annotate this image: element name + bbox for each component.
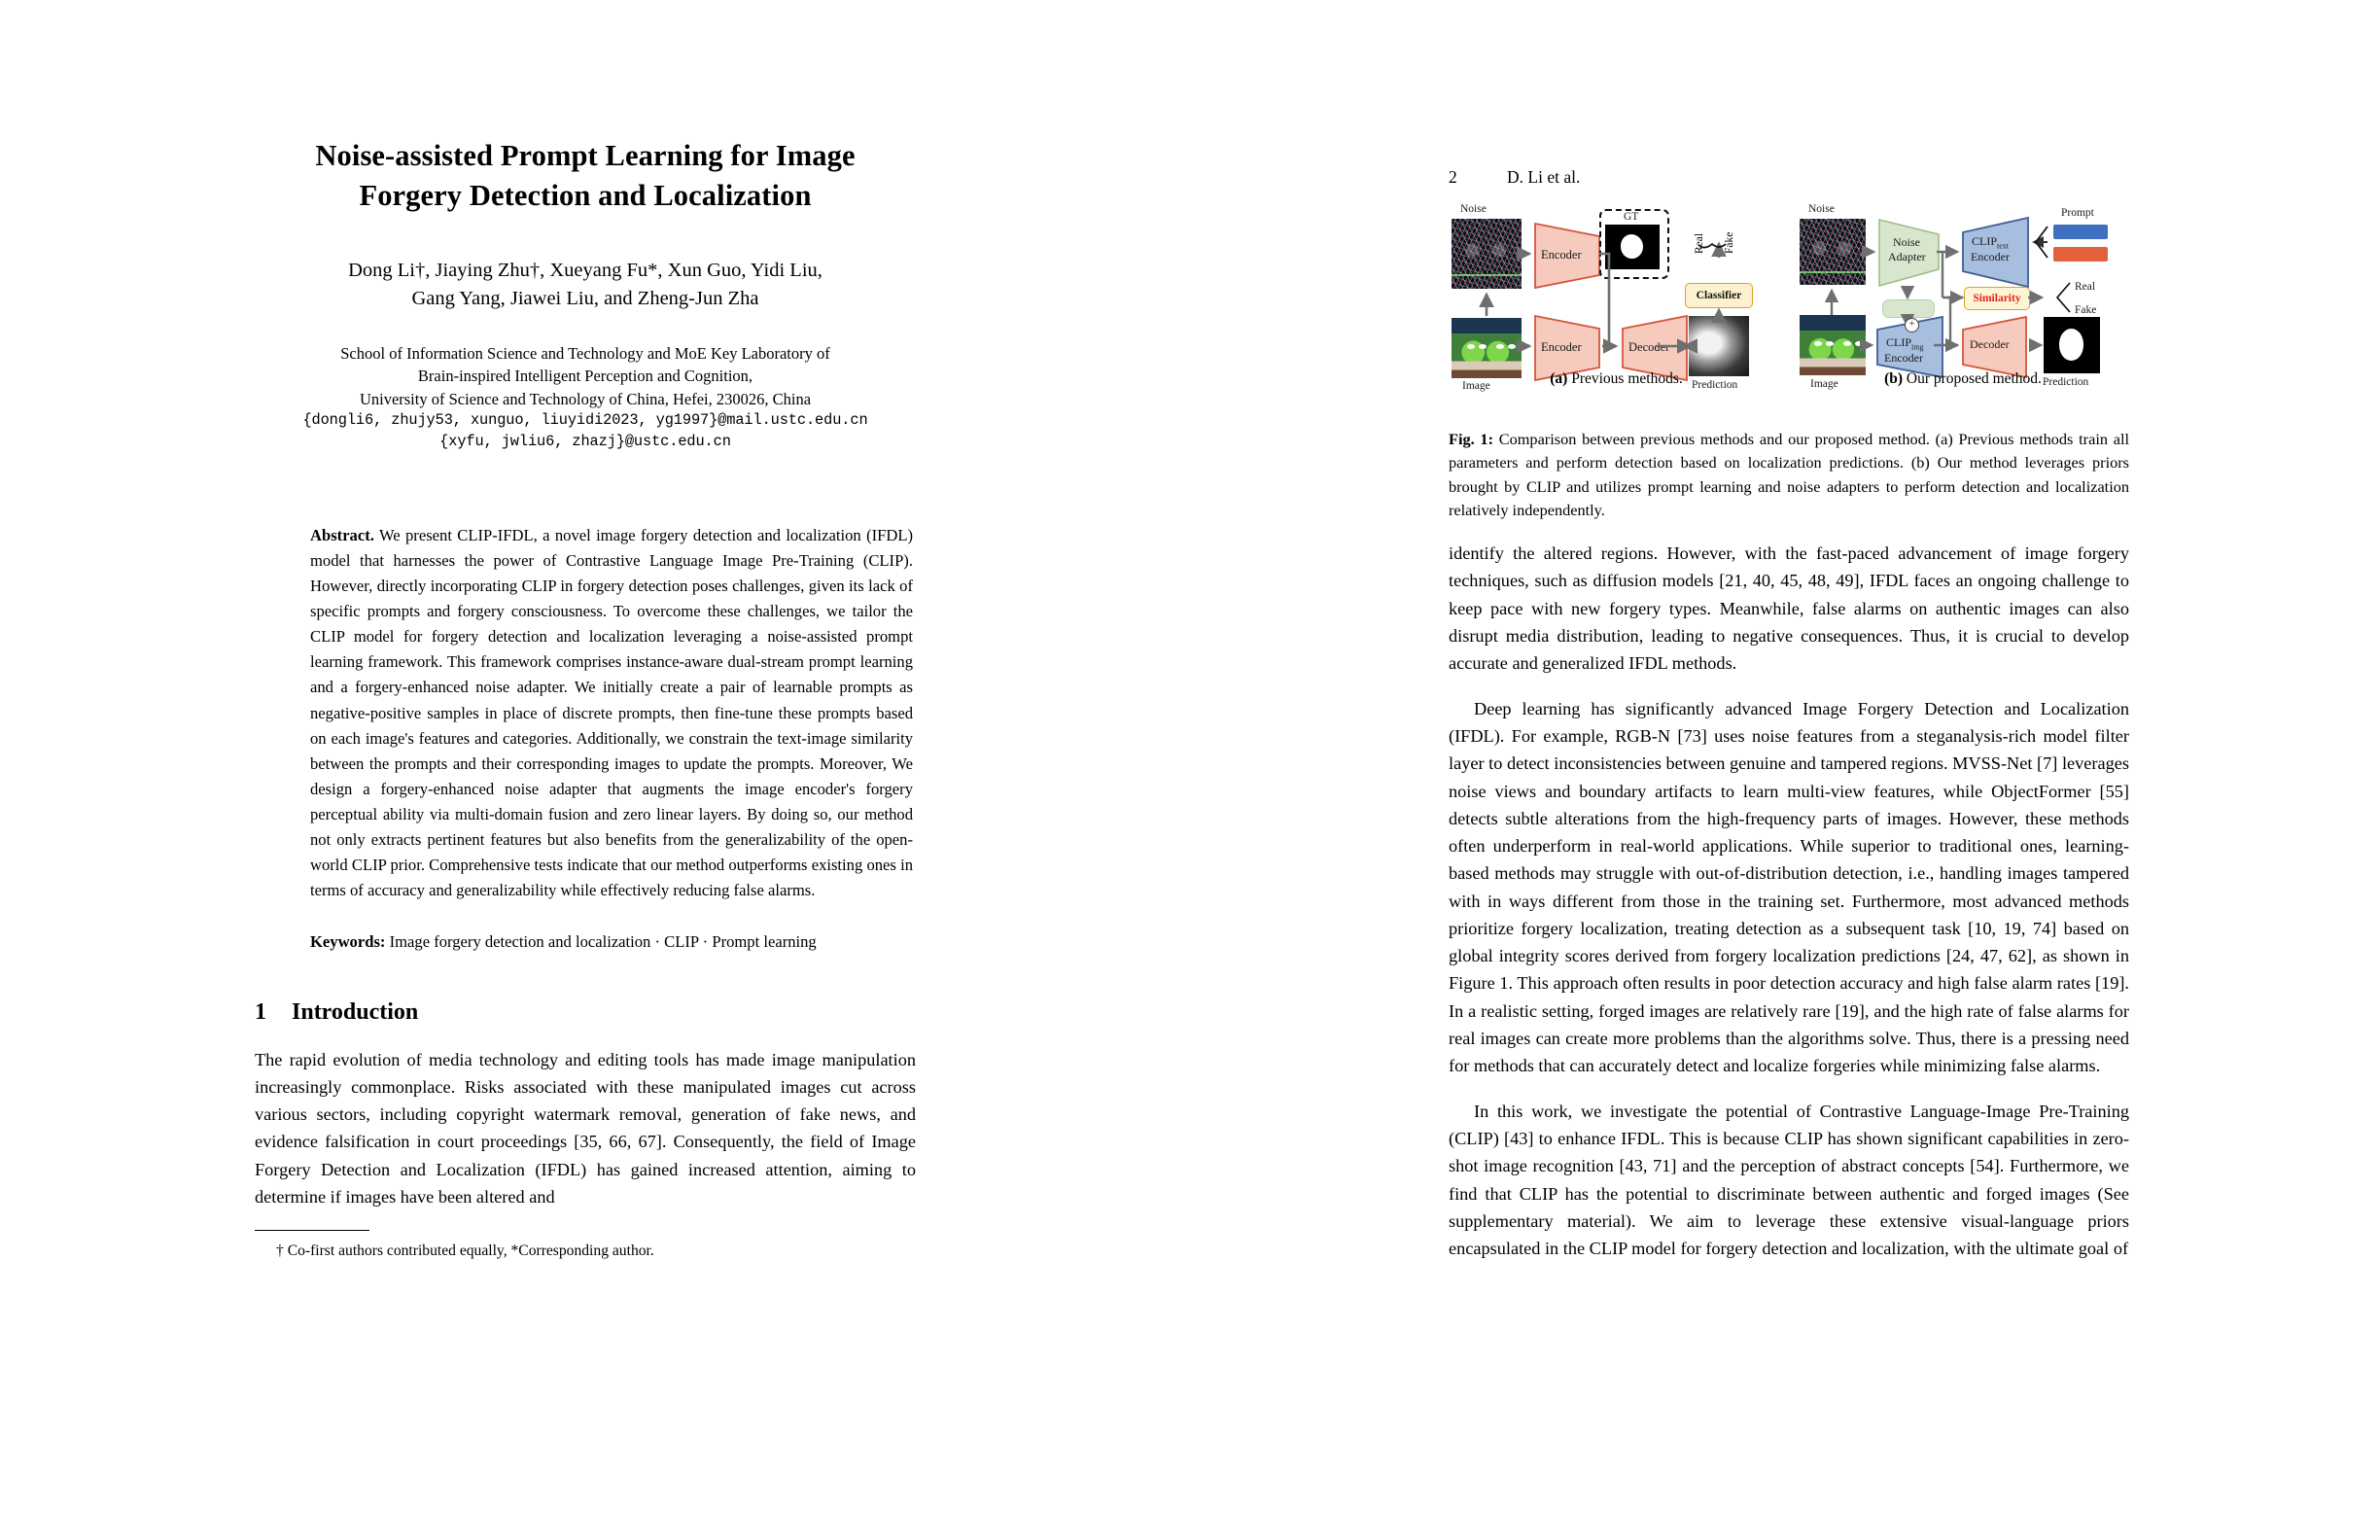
fake-label-a: Fake — [1724, 231, 1735, 254]
real-fake-brace-b — [2057, 283, 2070, 312]
clip-img-text: CLIP — [1886, 335, 1912, 349]
similarity-node: Similarity — [1964, 287, 2030, 310]
running-head — [1449, 167, 2129, 188]
abstract-block — [310, 523, 913, 904]
clip-text-text: CLIP — [1972, 234, 1998, 248]
running-head-authors: D. Li et al. — [1507, 167, 1581, 187]
figure-1 — [1449, 203, 2129, 522]
subcaption-b — [1797, 370, 2129, 388]
affiliation-line-3: University of Science and Technology of China, Hefei, 230026, China — [359, 389, 812, 408]
footnote-text: † Co-first authors contributed equally, *Corresponding author. — [276, 1242, 654, 1260]
email-line-1: {dongli6, zhujy53, xunguo, liuyidi2023, yg1997}@mail.ustc.edu.cn — [302, 411, 868, 430]
gt-label: GT — [1624, 211, 1639, 223]
figure-caption-body: Comparison between previous methods and our proposed method. (a) Previous methods train all parameters and perform detection based on localization predictions. (b) Our method leverages priors brought by CLIP and utilizes prompt learning and noise adapters to perform detection and localization relatively independently. — [1449, 430, 2130, 519]
classifier-node: Classifier — [1685, 283, 1753, 308]
keywords-block — [310, 929, 913, 955]
author-list — [255, 257, 916, 313]
noise-adapter-label-2: Adapter — [1888, 250, 1926, 263]
real-fake-brace-a — [1699, 244, 1726, 248]
section-title: Introduction — [292, 998, 419, 1025]
keywords-body: Image forgery detection and localization · CLIP · Prompt learning — [389, 931, 817, 951]
real-label-b: Real — [2075, 281, 2096, 293]
author-line-2: Gang Yang, Jiawei Liu, and Zheng-Jun Zha — [411, 287, 759, 309]
author-line-1: Dong Li†, Jiaying Zhu†, Xueyang Fu*, Xun Guo, Yidi Liu, — [348, 259, 822, 281]
subcaption-a-tag: (a) — [1550, 370, 1568, 387]
encoder-bottom-label: Encoder — [1541, 340, 1582, 354]
decoder-label: Decoder — [1628, 340, 1670, 354]
figure-caption — [1449, 428, 2129, 522]
clip-img-sub: img — [1911, 342, 1924, 352]
panel-a-noise-label: Noise — [1460, 203, 1487, 215]
encoder-top-label: Encoder — [1541, 248, 1582, 262]
abstract-label: Abstract. — [310, 525, 374, 544]
right-page — [1449, 167, 2129, 1280]
intro-paragraph: The rapid evolution of media technology and editing tools has made image manipulation increasingly commonplace. Risks associated with these manipulated images cut across various sectors, including copyright watermark removal, generation of fake news, and evidence falsification in court proceedings [35, 66, 67]. Consequently, the field of Image Forgery Detection and Localization (IFDL) has gained increased attention, aiming to determine if images have been altered and — [255, 1049, 916, 1207]
decoder-label-b: Decoder — [1970, 337, 2010, 351]
right-paragraph-2: Deep learning has significantly advanced Image Forgery Detection and Localization (IFDL). For example, RGB-N [73] uses noise features from a steganalysis-rich model filter layer to detect inconsistencies between genuine and tampered regions. MVSS-Net [7] leverages noise views and boundary artifacts to learn multi-view features, while ObjectFormer [55] detects subtle alterations from the high-frequency parts of images. However, these methods often underperform in real-world applications. While superior to traditional ones, learning-based methods may struggle with out-of-distribution detection, i.e., handling images tampered with in ways different from those in the training set. Furthermore, most advanced methods prioritize forgery localization, treating detection as a subsequent task [10, 19, 74] based on global integrity scores derived from forgery localization predictions [24, 47, 62], as shown in Figure 1. This approach often results in poor detection accuracy and high false alarm rates [19]. In a realistic setting, forged images are relatively rare [19], and the high rate of false alarms for real images can create more problems than the algorithms solve. Thus, there is a pressing need for methods that can accurately detect and localize forgeries while minimizing false alarms. — [1449, 698, 2129, 1076]
title-line-1: Noise-assisted Prompt Learning for Image — [315, 139, 856, 172]
footnote-rule — [255, 1230, 369, 1231]
figure-panel-a — [1449, 203, 1784, 392]
subcaption-b-text: Our proposed method. — [1906, 370, 2042, 387]
subcaption-b-tag: (b) — [1884, 370, 1904, 387]
page-title — [255, 136, 916, 216]
abstract-body: We present CLIP-IFDL, a novel image forgery detection and localization (IFDL) model that harnesses the power of Contrastive Language Image Pre-Training (CLIP). However, directly incorporating CLIP in forgery detection poses challenges, given its lack of specific prompts and forgery consciousness. To overcome these challenges, we tailor the CLIP model for forgery detection and localization leveraging a noise-assisted prompt learning framework. This framework comprises instance-aware dual-stream prompt learning and a forgery-enhanced noise adapter. We initially create a pair of learnable prompts as negative-positive samples in place of discrete prompts, then fine-tune these prompts based on each image's features and categories. Additionally, we constrain the text-image similarity between the prompts and their corresponding images to update the prompts. Moreover, We design a forgery-enhanced noise adapter that augments the image encoder's forgery perceptual ability via multi-domain fusion and zero linear layers. By doing so, our method not only extracts pertinent features but also benefits from the generalizability of the open-world CLIP prior. Comprehensive tests indicate that our method outperforms existing ones in terms of accuracy and generalizability while effectively reducing false alarms. — [310, 525, 913, 900]
prompt-label: Prompt — [2061, 207, 2094, 219]
figure-caption-label: Fig. 1: — [1449, 430, 1493, 448]
title-line-2: Forgery Detection and Localization — [359, 178, 812, 212]
noise-adapter-label-1: Noise — [1893, 235, 1920, 249]
clip-text-label-2: Encoder — [1971, 250, 2010, 263]
plus-icon: + — [1905, 318, 1919, 332]
figure-panel-b — [1797, 203, 2129, 390]
affiliation-line-1: School of Information Science and Technology and MoE Key Laboratory of — [340, 343, 830, 363]
subcaption-a-text: Previous methods. — [1571, 370, 1683, 387]
subcaption-a — [1449, 370, 1784, 388]
clip-img-label-2: Encoder — [1884, 351, 1923, 365]
panel-a-image-label: Image — [1462, 380, 1490, 392]
prediction-label: Prediction — [1692, 379, 1738, 391]
affiliation-block — [255, 342, 916, 453]
page-number: 2 — [1449, 167, 1457, 187]
panel-b-image-label: Image — [1810, 378, 1838, 390]
real-label-a: Real — [1694, 232, 1705, 254]
right-paragraph-1: identify the altered regions. However, with the fast-paced advancement of image forgery techniques, such as diffusion models [21, 40, 45, 48, 49], IFDL faces an ongoing challenge to keep pace with new forgery types. Meanwhile, false alarms on authentic images can also disrupt media distribution, leading to negative consequences. Thus, it is crucial to develop accurate and generalized IFDL methods. — [1449, 543, 2129, 674]
panel-a-arrows — [1449, 203, 1784, 393]
panel-b-noise-label: Noise — [1808, 203, 1835, 215]
left-page — [255, 136, 916, 1262]
keywords-label: Keywords: — [310, 931, 386, 951]
clip-text-sub: text — [1997, 241, 2010, 251]
panel-b-arrows — [1797, 203, 2129, 393]
right-paragraph-3: In this work, we investigate the potential of Contrastive Language-Image Pre-Training (CLIP) [43] to enhance IFDL. This is because CLIP has shown significant capabilities in zero-shot image recognition [43, 71] and the perception of abstract concepts [54]. Furthermore, we find that CLIP has the potential to discriminate between authentic and forged images (See supplementary material). We aim to leverage these extensive visual-language priors encapsulated in the CLIP model for forgery detection and localization, with the ultimate goal of — [1449, 1101, 2129, 1259]
section-number: 1 — [255, 998, 266, 1025]
affiliation-line-2: Brain-inspired Intelligent Perception and Cognition, — [417, 367, 753, 386]
prediction-label-b: Prediction — [2043, 376, 2089, 388]
figure-panels — [1449, 203, 2129, 393]
fake-label-b: Fake — [2075, 304, 2097, 316]
section-heading-introduction — [255, 999, 916, 1026]
email-line-2: {xyfu, jwliu6, zhazj}@ustc.edu.cn — [439, 432, 731, 450]
